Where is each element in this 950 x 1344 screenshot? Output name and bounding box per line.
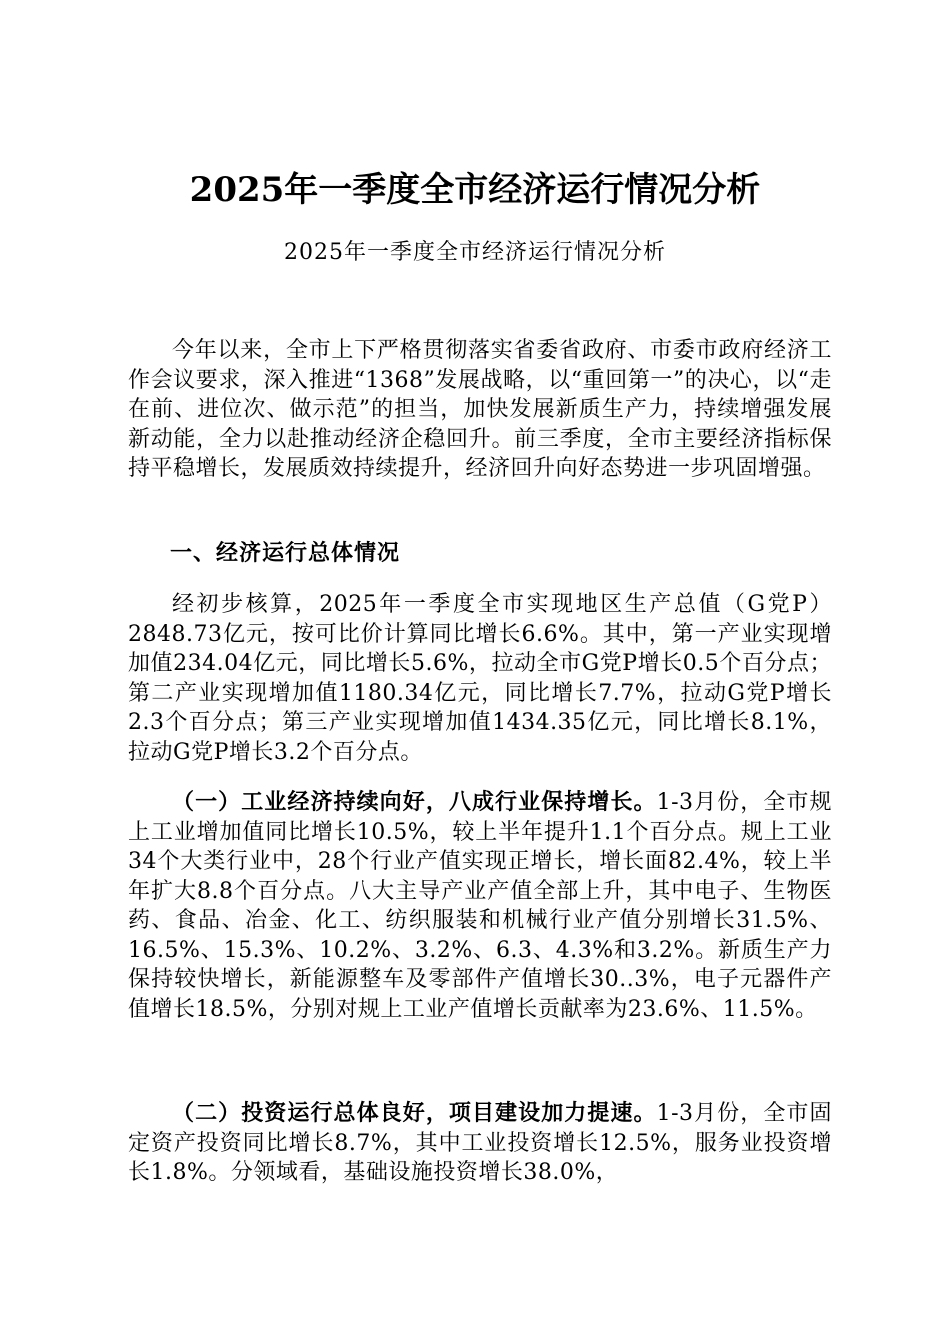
investment-paragraph: [128, 1099, 832, 1199]
intro-paragraph: 今年以来，全市上下严格贯彻落实省委省政府、市委市政府经济工作会议要求，深入推进“1368”发展战略，以“重回第一”的决心，以“走在前、进位次、做示范”的担当，加快发展新质生产力，持续增强发展新动能，全力以赴推动经济企稳回升。前三季度，全市主要经济指标保持平稳增长，发展质效持续提升，经济回升向好态势进一步巩固增强。: [128, 338, 832, 481]
investment-lead: （二）投资运行总体良好，项目建设加力提速。: [172, 1100, 657, 1126]
industry-body: 1-3月份，全市规上工业增加值同比增长10.5%，较上半年提升1.1个百分点。规上工业34个大类行业中，28个行业产值实现正增长，增长面82.4%，较上半年扩大8.8个百分点。八大主导产业产值全部上升，其中电子、生物医药、食品、冶金、化工、纺织服装和机械行业产值分别增长31.5%、16.5%、15.3%、10.2%、3.2%、6.3、4.3%和3.2%。新质生产力保持较快增长，新能源整车及零部件产值增长30..3%，电子元器件产值增长18.5%，分别对规上工业产值增长贡献率为23.6%、11.5%。: [128, 790, 832, 1022]
gdp-paragraph: 经初步核算，2025年一季度全市实现地区生产总值（G党P）2848.73亿元，按可比价计算同比增长6.6%。其中，第一产业实现增加值234.04亿元，同比增长5.6%，拉动全市G党P增长0.5个百分点；第二产业实现增加值1180.34亿元，同比增长7.7%，拉动G党P增长2.3个百分点；第三产业实现增加值1434.35亿元，同比增长8.1%，拉动G党P增长3.2个百分点。: [128, 592, 832, 765]
industry-lead: （一）工业经济持续向好，八成行业保持增长。: [172, 789, 657, 815]
section-heading-overall: 一、经济运行总体情况: [170, 540, 401, 566]
investment-body: 1-3月份，全市固定资产投资同比增长8.7%，其中工业投资增长12.5%，服务业投资增长1.8%。分领域看，基础设施投资增长38.0%，: [128, 1101, 832, 1185]
document-title: 2025年一季度全市经济运行情况分析: [189, 170, 761, 210]
industry-paragraph: [128, 788, 832, 1088]
document-subtitle: 2025年一季度全市经济运行情况分析: [284, 240, 666, 265]
